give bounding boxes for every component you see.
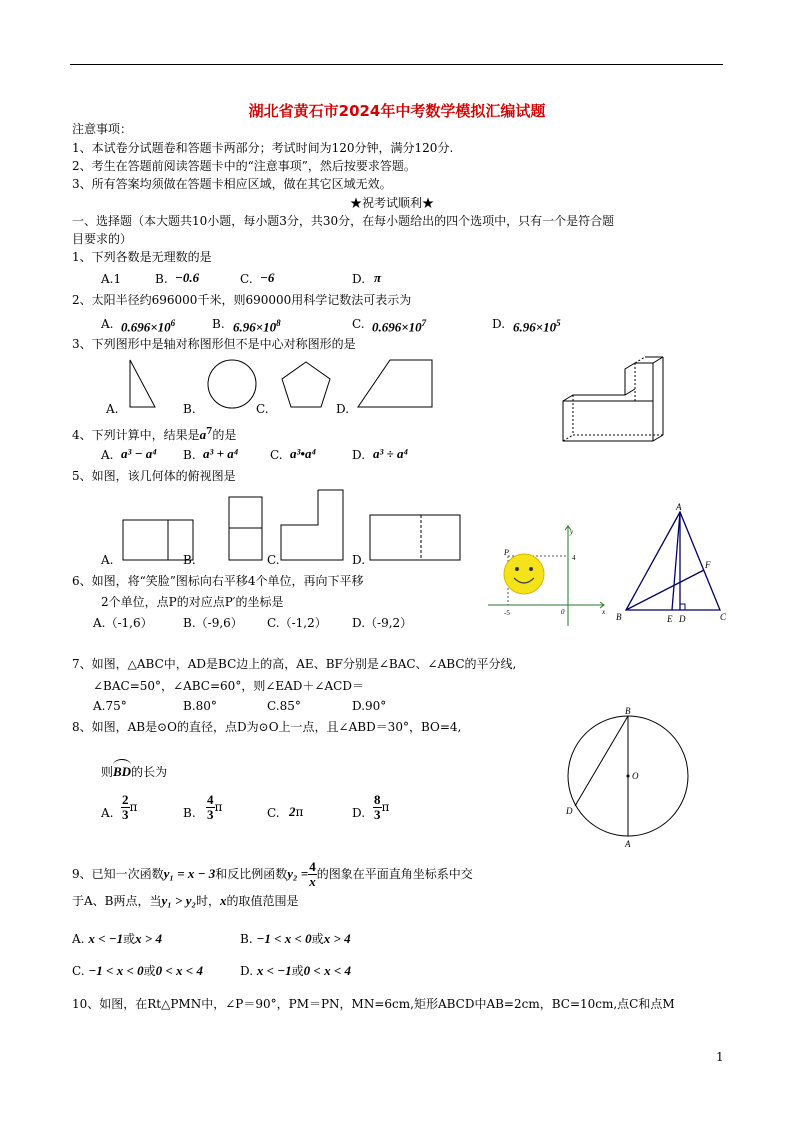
q4-option-d: a³ ÷ a⁴: [373, 446, 409, 461]
triangle-figure: [612, 500, 734, 628]
q10-stem: 10、如图，在Rt△PMN中，∠P＝90°，PM＝PN，MN=6cm,矩形ABCD中AB=2cm，BC=10cm,点C和点M: [72, 997, 675, 1011]
q6-option-d: D.（-9,2）: [352, 616, 413, 630]
q7-stem-cont: ∠BAC=50°，∠ABC=60°，则∠EAD＋∠ACD＝: [93, 679, 364, 693]
q4-option-c: a³•a⁴: [290, 446, 316, 461]
q4-option-a: a³ − a⁴: [121, 446, 157, 461]
q2-stem: 2、太阳半径约696000千米，则690000用科学记数法可表示为: [72, 293, 412, 307]
q7-option-a: A.75°: [93, 699, 127, 713]
q8-option-b: $\frac{4}{3}$ π: [207, 792, 223, 822]
notice-item: 3、所有答案均须做在答题卡相应区域，做在其它区域无效。: [72, 177, 392, 191]
svg-text:0: 0: [561, 608, 565, 616]
q1-option-d: π: [374, 270, 382, 285]
svg-text:x: x: [602, 608, 606, 616]
q5-stem: 5、如图，该几何体的俯视图是: [72, 469, 236, 483]
q8-option-a: $\frac{2}{3}$ π: [122, 792, 138, 822]
q6-option-b: B.（-9,6）: [183, 616, 243, 630]
q8-option-d-label: D.: [352, 806, 366, 820]
q5-views: [118, 485, 468, 565]
wish-line: ★祝考试顺利★: [350, 196, 435, 210]
notice-heading: 注意事项：: [72, 122, 133, 136]
q3-option-c: C.: [256, 402, 269, 416]
notice-item: 1、本试卷分试题卷和答题卡两部分；考试时间为120分钟，满分120分.: [72, 141, 454, 155]
svg-text:y: y: [570, 528, 574, 536]
q9-stem-cont: 于A、B两点，当y₁ > y₂时，x的取值范围是: [72, 893, 299, 908]
q1-option-b-label: B.: [155, 272, 168, 286]
q1-option-c-label: C.: [240, 272, 253, 286]
q4-option-d-label: D.: [352, 448, 366, 462]
q5-option-c: C.: [267, 553, 280, 567]
notice-item: 2、考生在答题前阅读答题卡中的“注意事项”，然后按要求答题。: [72, 159, 416, 173]
circle-figure: [560, 705, 695, 850]
svg-text:D: D: [679, 614, 686, 624]
q4-option-b: a³ + a⁴: [203, 446, 239, 461]
q4-option-b-label: B.: [183, 448, 196, 462]
q8-option-c: 2π: [289, 804, 304, 819]
q5-option-b: B.: [183, 553, 196, 567]
svg-text:A: A: [676, 502, 682, 512]
q3-option-b: B.: [183, 402, 196, 416]
q1-option-b: −0.6: [175, 270, 200, 285]
q4-option-c-label: C.: [270, 448, 283, 462]
q3-option-a: A.: [106, 402, 119, 416]
q8-option-a-label: A.: [101, 806, 114, 820]
q6-option-a: A.（-1,6）: [93, 616, 153, 630]
section-heading: 一、选择题（本大题共10小题，每小题3分，共30分，在每小题给出的四个选项中，只有一个是符合题: [72, 214, 615, 228]
q3-stem: 3、下列图形中是轴对称图形但不是中心对称图形的是: [72, 337, 356, 351]
q8-stem: 8、如图，AB是⊙O的直径，点D为⊙O上一点，且∠ABD＝30°，BO=4,: [72, 720, 462, 734]
circle-shape: [208, 360, 256, 408]
right-triangle-shape: [130, 360, 155, 407]
q2-option-d: $6.96\times 10^5$: [513, 318, 561, 335]
q2-option-d-label: D.: [492, 317, 506, 331]
svg-text:C: C: [720, 612, 727, 622]
q8-option-c-label: C.: [267, 806, 280, 820]
q7-option-d: D.90°: [352, 699, 387, 713]
q2-option-c: $0.696\times 10^7$: [372, 318, 427, 335]
q1-option-d-label: D.: [352, 272, 366, 286]
q7-stem: 7、如图，△ABC中，AD是BC边上的高，AE、BF分别是∠BAC、∠ABC的平分线,: [72, 657, 517, 671]
page-title: 湖北省黄石市2024年中考数学模拟汇编试题: [248, 102, 546, 120]
q9-option-b: B. −1 < x < 0或x > 4: [240, 931, 351, 946]
q7-option-c: C.85°: [267, 699, 301, 713]
q9-option-d: D. x < −1或0 < x < 4: [240, 963, 351, 978]
q6-stem: 6、如图，将“笑脸”图标向右平移4个单位，再向下平移: [72, 574, 364, 588]
svg-text:O: O: [632, 771, 639, 781]
header-rule: [70, 64, 723, 65]
q4-option-a-label: A.: [101, 448, 114, 462]
q3-option-d: D.: [336, 402, 350, 416]
q9-stem: 9、已知一次函数y₁ = x − 3和反比例函数y₂ = $\frac{4}{x}$ 的图象在平面直角坐标系中交: [72, 859, 473, 889]
svg-text:F: F: [705, 560, 711, 570]
q5-option-a: A.: [101, 553, 114, 567]
solid-figure: [555, 355, 670, 447]
svg-text:P: P: [504, 548, 509, 557]
smiley-coordinate-figure: [484, 522, 612, 628]
svg-text:D: D: [566, 806, 573, 816]
q7-option-b: B.80°: [183, 699, 217, 713]
pentagon-shape: [282, 362, 330, 407]
q4-stem: 4、下列计算中，结果是$a^7$的是: [72, 427, 237, 442]
q1-option-c: −6: [260, 270, 275, 285]
q1-option-a: A.1: [101, 272, 122, 286]
q8-option-b-label: B.: [183, 806, 196, 820]
svg-text:-5: -5: [504, 609, 510, 617]
q2-option-a-label: A.: [101, 317, 114, 331]
q2-option-b: $6.96\times 10^8$: [233, 318, 281, 335]
q9-option-a: A. x < −1或x > 4: [72, 931, 163, 946]
q2-option-a: $0.696\times 10^6$: [121, 318, 176, 335]
q2-option-b-label: B.: [212, 317, 225, 331]
svg-text:4: 4: [572, 554, 576, 562]
svg-text:B: B: [616, 612, 622, 622]
q3-shapes: [100, 352, 440, 416]
section-heading-cont: 目要求的）: [72, 232, 133, 246]
q1-stem: 1、下列各数是无理数的是: [72, 250, 212, 264]
q6-option-c: C.（-1,2）: [267, 616, 327, 630]
svg-text:A: A: [625, 839, 631, 849]
svg-text:B: B: [625, 706, 631, 716]
q9-option-c: C. −1 < x < 0或0 < x < 4: [72, 963, 203, 978]
q5-option-d: D.: [352, 553, 366, 567]
page-number: 1: [716, 1050, 724, 1064]
q8-stem-cont: 则BD的长为: [101, 759, 167, 780]
q8-option-d: $\frac{8}{3}$ π: [374, 792, 390, 822]
svg-text:E: E: [667, 614, 673, 624]
trapezoid-shape: [358, 360, 432, 407]
q2-option-c-label: C.: [352, 317, 365, 331]
q6-stem-cont: 2个单位，点P的对应点P′的坐标是: [101, 595, 284, 609]
smiley-icon: [504, 554, 544, 594]
